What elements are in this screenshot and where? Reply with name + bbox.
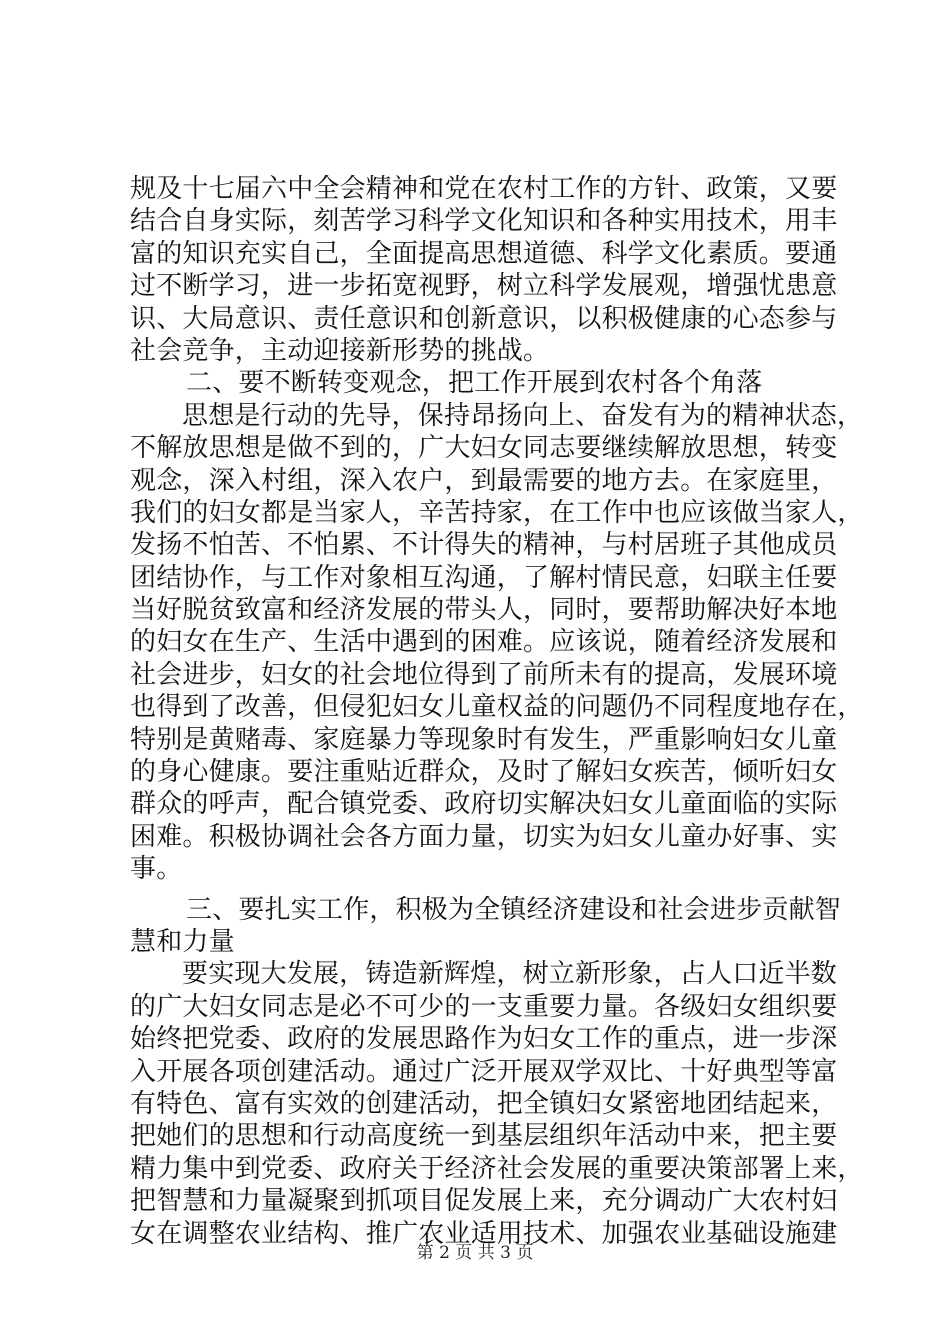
paragraph-line: 结合自身实际，刻苦学习科学文化知识和各种实用技术，用丰 <box>130 206 838 237</box>
paragraph-line: 的妇女在生产、生活中遇到的困难。应该说，随着经济发展和 <box>130 627 838 658</box>
paragraph-line: 富的知识充实自己，全面提高思想道德、科学文化素质。要通 <box>130 238 838 269</box>
paragraph-line: 我们的妇女都是当家人，辛苦持家，在工作中也应该做当家人， <box>130 497 864 528</box>
paragraph-line: 的广大妇女同志是必不可少的一支重要力量。各级妇女组织要 <box>130 991 838 1022</box>
paragraph-line: 规及十七届六中全会精神和党在农村工作的方针、政策，又要 <box>130 174 838 204</box>
paragraph-line: 也得到了改善，但侵犯妇女儿童权益的问题仍不同程度地存在， <box>130 692 864 723</box>
section-heading-line: 二、要不断转变观念，把工作开展到农村各个角落 <box>186 368 763 399</box>
page-footer: 第 2 页 共 3 页 <box>416 1243 534 1263</box>
paragraph-line: 团结协作，与工作对象相互沟通，了解村情民意，妇联主任要 <box>130 562 838 593</box>
paragraph-line: 不解放思想是做不到的，广大妇女同志要继续解放思想，转变 <box>130 433 838 464</box>
paragraph-line: 事。 <box>130 854 183 885</box>
document-body <box>130 173 864 1250</box>
paragraph-line: 当好脱贫致富和经济发展的带头人，同时，要帮助解决好本地 <box>130 595 838 626</box>
paragraph-line: 把她们的思想和行动高度统一到基层组织年活动中来，把主要 <box>130 1121 838 1152</box>
paragraph-line: 困难。积极协调社会各方面力量，切实为妇女儿童办好事、实 <box>130 821 838 852</box>
paragraph-line: 把智慧和力量凝聚到抓项目促发展上来，充分调动广大农村妇 <box>130 1186 838 1217</box>
section-heading-line: 三、要扎实工作，积极为全镇经济建设和社会进步贡献智 <box>186 894 842 925</box>
paragraph-line: 社会进步，妇女的社会地位得到了前所未有的提高，发展环境 <box>130 659 838 690</box>
paragraph-gap <box>130 886 830 894</box>
paragraph-line: 慧和力量 <box>130 926 235 957</box>
paragraph-line: 社会竞争，主动迎接新形势的挑战。 <box>130 335 550 366</box>
paragraph-line: 有特色、富有实效的创建活动，把全镇妇女紧密地团结起来， <box>130 1088 838 1119</box>
paragraph-line: 要实现大发展，铸造新辉煌，树立新形象，占人口近半数 <box>182 959 838 990</box>
paragraph-line: 的身心健康。要注重贴近群众，及时了解妇女疾苦，倾听妇女 <box>130 757 838 788</box>
paragraph-line: 识、大局意识、责任意识和创新意识，以积极健康的心态参与 <box>130 303 838 334</box>
paragraph-line: 女在调整农业结构、推广农业适用技术、加强农业基础设施建 <box>130 1218 838 1249</box>
paragraph-line: 思想是行动的先导，保持昂扬向上、奋发有为的精神状态， <box>182 400 864 431</box>
paragraph-line: 群众的呼声，配合镇党委、政府切实解决妇女儿童面临的实际 <box>130 789 838 820</box>
paragraph-line: 过不断学习，进一步拓宽视野，树立科学发展观，增强忧患意 <box>130 271 838 302</box>
paragraph-line: 观念，深入村组，深入农户，到最需要的地方去。在家庭里， <box>130 465 838 496</box>
paragraph-line: 特别是黄赌毒、家庭暴力等现象时有发生，严重影响妇女儿童 <box>130 724 838 755</box>
paragraph-line: 精力集中到党委、政府关于经济社会发展的重要决策部署上来， <box>130 1153 864 1184</box>
paragraph-line: 入开展各项创建活动。通过广泛开展双学双比、十好典型等富 <box>130 1056 838 1087</box>
paragraph-line: 发扬不怕苦、不怕累、不计得失的精神，与村居班子其他成员 <box>130 530 838 561</box>
paragraph-line: 始终把党委、政府的发展思路作为妇女工作的重点，进一步深 <box>130 1024 838 1055</box>
